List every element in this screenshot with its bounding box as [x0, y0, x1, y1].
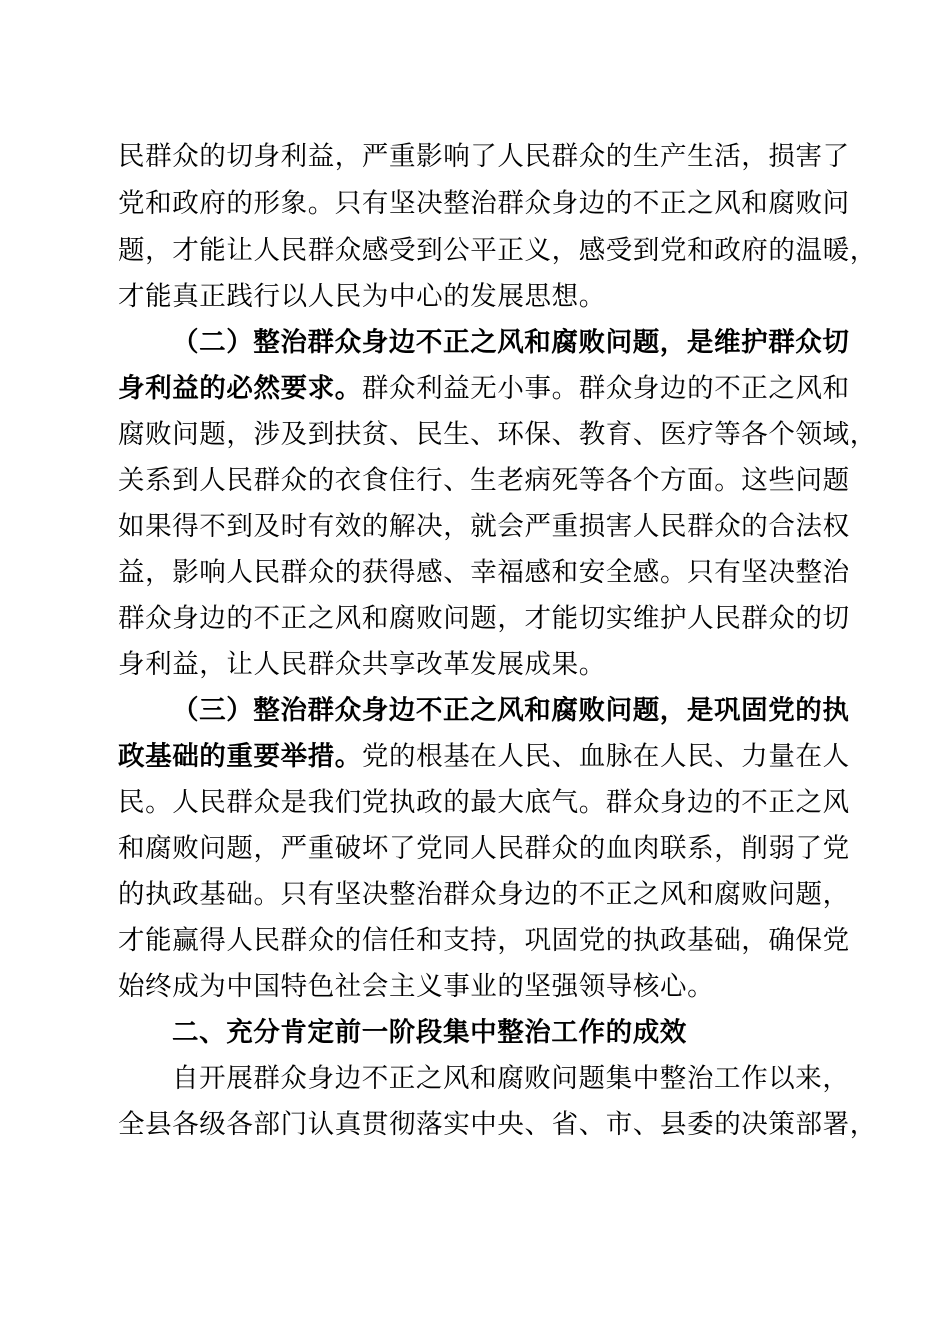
body-text-line: 关系到人民群众的衣食住行、生老病死等各个方面。这些问题 — [118, 465, 850, 496]
body-text-line: 全县各级各部门认真贯彻落实中央、省、市、县委的决策部署， — [118, 1109, 877, 1140]
section-heading: 二、充分肯定前一阶段集中整治工作的成效 — [172, 1017, 687, 1048]
body-text-line: 才能真正践行以人民为中心的发展思想。 — [118, 281, 606, 312]
body-text-line: 益，影响人民群众的获得感、幸福感和安全感。只有坚决整治 — [118, 557, 850, 588]
body-text-line: 和腐败问题，严重破坏了党同人民群众的血肉联系，削弱了党 — [118, 833, 850, 864]
body-text-span: 党的根基在人民、血脉在人民、力量在人 — [361, 741, 850, 772]
subheading-tail: 身利益的必然要求。 — [118, 373, 362, 404]
body-text-line: 腐败问题，涉及到扶贫、民生、环保、教育、医疗等各个领域， — [118, 419, 877, 450]
body-text-line: 民群众的切身利益，严重影响了人民群众的生产生活，损害了 — [118, 141, 850, 172]
body-text-line: 题，才能让人民群众感受到公平正义，感受到党和政府的温暖， — [118, 235, 877, 266]
body-text-line: 党和政府的形象。只有坚决整治群众身边的不正之风和腐败问 — [118, 188, 850, 219]
body-text-line: 身利益，让人民群众共享改革发展成果。 — [118, 649, 606, 680]
body-text-line: 群众身边的不正之风和腐败问题，才能切实维护人民群众的切 — [118, 603, 850, 634]
body-text-line — [118, 366, 850, 412]
body-text-line: 始终成为中国特色社会主义事业的坚强领导核心。 — [118, 971, 715, 1002]
body-text-line: 自开展群众身边不正之风和腐败问题集中整治工作以来， — [172, 1063, 850, 1094]
body-text-line: 如果得不到及时有效的解决，就会严重损害人民群众的合法权 — [118, 511, 850, 542]
subheading-tail: 政基础的重要举措。 — [118, 741, 362, 772]
subheading-line: （二）整治群众身边不正之风和腐败问题，是维护群众切 — [172, 327, 850, 358]
subheading-line: （三）整治群众身边不正之风和腐败问题，是巩固党的执 — [172, 695, 850, 726]
body-text-line: 民。人民群众是我们党执政的最大底气。群众身边的不正之风 — [118, 787, 850, 818]
body-text-line: 才能赢得人民群众的信任和支持，巩固党的执政基础，确保党 — [118, 925, 850, 956]
body-text-span: 群众利益无小事。群众身边的不正之风和 — [361, 373, 850, 404]
body-text-line: 的执政基础。只有坚决整治群众身边的不正之风和腐败问题， — [118, 879, 850, 910]
body-text-line — [118, 734, 850, 780]
